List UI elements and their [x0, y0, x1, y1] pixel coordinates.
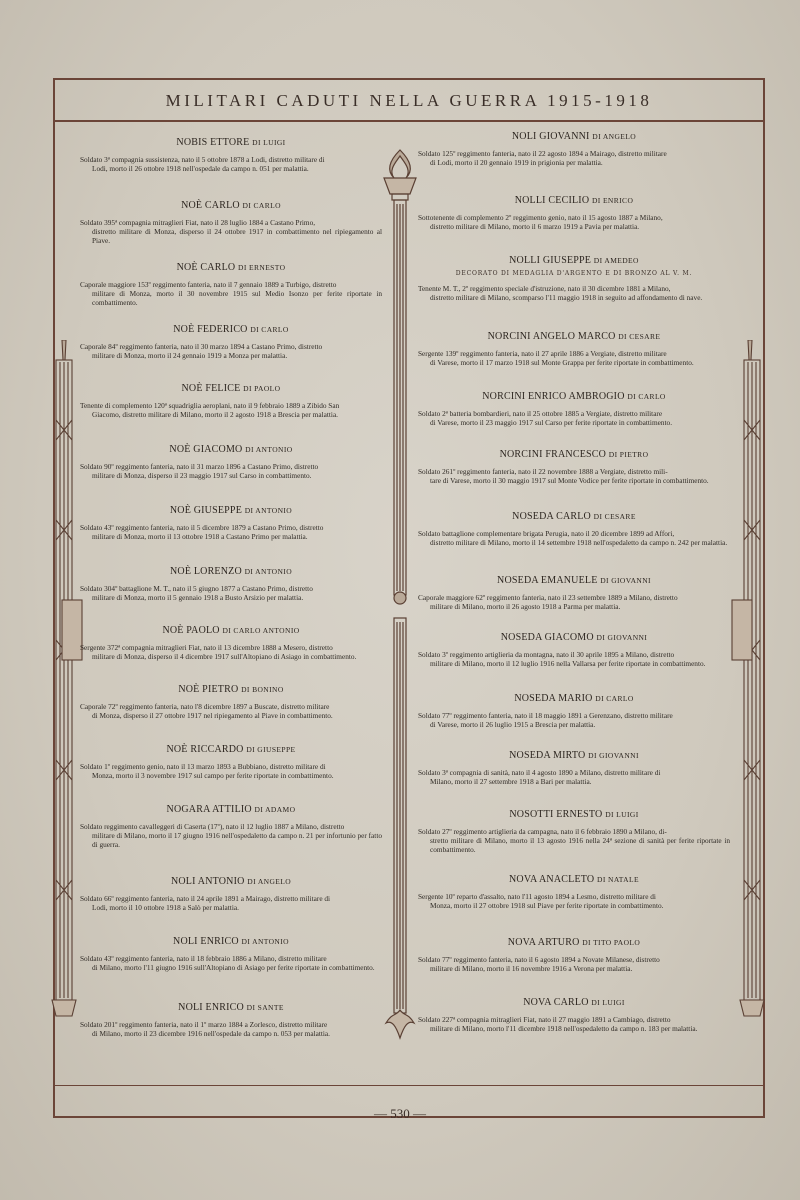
entry-noe-pietro	[80, 683, 382, 743]
entry-noe-felice	[80, 382, 382, 443]
entry-text: Soldato 90º reggimento fanteria, nato il 31 marzo 1896 a Castano Primo, distretto militare di Monza, disperso il 23 maggio 1917 sul Carso in combattimento.	[80, 462, 319, 480]
entry-noseda-emanuele	[418, 574, 730, 631]
entry-text: Soldato 66º reggimento fanteria, nato il 24 aprile 1891 a Mairago, distretto militare di Lodi, morto il 10 ottobre 1918 a Salò per malattia.	[80, 894, 331, 912]
entry-name: NOGARA ATTILIO DI ADAMO	[166, 804, 296, 815]
entry-nolli-giuseppe	[418, 254, 730, 330]
entry-text: Soldato 3ª compagnia sussistenza, nato il 5 ottobre 1878 a Lodi, distretto militare di Lodi, morto il 26 ottobre 1918 nell'ospedale da campo n. 051 per malattia.	[80, 155, 325, 173]
entry-name: NOLI GIOVANNI DI ANGELO	[511, 131, 637, 142]
entry-noseda-mario	[418, 692, 730, 749]
entry-noli-antonio	[80, 875, 382, 935]
entry-text: Soldato 2ª batteria bombardieri, nato il 25 ottobre 1885 a Vergiate, distretto militare di Varese, morto il 23 maggio 1917 sul Carso per ferite riportate in combattimento.	[418, 409, 673, 427]
entry-nova-anacleto	[418, 873, 730, 936]
entry-name: NORCINI ANGELO MARCO DI CESARE	[487, 331, 661, 342]
page-number: — 530 —	[374, 1106, 426, 1121]
entry-text: Soldato 43º reggimento fanteria, nato il 5 dicembre 1879 a Castano Primo, distretto militare di Monza, morto il 13 ottobre 1918 a Castano Primo per malattia.	[80, 523, 324, 541]
entry-name: NOSEDA GIACOMO DI GIOVANNI	[500, 632, 648, 643]
entry-text: Caporale 72º reggimento fanteria, nato l'8 dicembre 1897 a Buscate, distretto militare di Monza, disperso il 27 ottobre 1917 nel ripiegamento al Piave in combattimento.	[80, 702, 333, 720]
entry-text: Soldato 304º battaglione M. T., nato il 5 giugno 1877 a Castano Primo, distretto militare di Monza, morto il 5 gennaio 1918 a Busto Arsizio per malattia.	[80, 584, 313, 602]
entry-noli-giovanni	[418, 130, 730, 194]
entry-name: NOÈ PIETRO DI BONINO	[178, 684, 284, 695]
entry-decoration: DECORATO DI MEDAGLIA D'ARGENTO E DI BRONZO AL V. M.	[455, 270, 693, 277]
entry-name: NOVA CARLO DI LUIGI	[523, 997, 625, 1008]
right-fasces-ornament	[726, 340, 776, 1020]
entry-noe-carlo-di-ernesto	[80, 261, 382, 323]
entry-text: Soldato 77º reggimento fanteria, nato il 6 agosto 1894 a Novate Milanese, distretto militare di Milano, morto il 16 novembre 1916 a Verona per malattia.	[418, 955, 660, 973]
entry-nova-carlo	[418, 996, 730, 1052]
entry-name: NOLI ANTONIO DI ANGELO	[170, 876, 292, 887]
entry-noe-carlo-di-carlo	[80, 199, 382, 261]
entry-text: Soldato 3ª compagnia di sanità, nato il 4 agosto 1890 a Milano, distretto militare di Milano, morto il 27 settembre 1918 a Bari per malattia.	[418, 768, 661, 786]
entry-name: NOSEDA MARIO DI CARLO	[514, 693, 634, 704]
entry-name: NOVA ARTURO DI TITO PAOLO	[507, 937, 641, 948]
entry-noli-enrico-di-antonio	[80, 935, 382, 1001]
entry-text: Soldato 227ª compagnia mitraglieri Fiat, nato il 27 maggio 1891 a Cambiago, distretto militare di Milano, morto l'11 dicembre 1918 nell'ospedaletto da campo n. 183 per malattia.	[418, 1015, 698, 1033]
entry-name: NOLLI GIUSEPPE DI AMEDEO	[509, 255, 639, 266]
entry-text: Soldato 27º reggimento artiglieria da campagna, nato il 6 febbraio 1890 a Milano, di- stretto militare di Milano, morto il 13 agosto 1916 nella 24ª sezione di sanità per ferite riportate in combattimento.	[418, 827, 730, 854]
entry-nova-arturo	[418, 936, 730, 996]
entry-text: Soldato 43º reggimento fanteria, nato il 18 febbraio 1886 a Milano, distretto militare di Milano, morto l'11 giugno 1916 sull'Altopiano di Asiago per ferite riportate in combattimento.	[80, 954, 375, 972]
entry-name: NOÈ CARLO DI ERNESTO	[176, 262, 286, 273]
entry-name: NOÈ PAOLO DI CARLO ANTONIO	[162, 625, 300, 636]
entry-text: Caporale maggiore 62º reggimento fanteria, nato il 23 settembre 1889 a Milano, distretto militare di Milano, morto il 26 agosto 1918 a Parma per malattia.	[418, 593, 678, 611]
entry-name: NOÈ RICCARDO DI GIUSEPPE	[166, 744, 296, 755]
entry-norcini-angelo-marco	[418, 330, 730, 390]
entry-noe-riccardo	[80, 743, 382, 803]
entry-norcini-francesco	[418, 448, 730, 510]
entry-noe-paolo	[80, 624, 382, 683]
entry-noe-federico	[80, 323, 382, 382]
entry-text: Sergente 139º reggimento fanteria, nato il 27 aprile 1886 a Vergiate, distretto militare di Varese, morto il 17 marzo 1918 sul Monte Grappa per ferite riportate in combattimento.	[418, 349, 694, 367]
entry-text: Soldato 1º reggimento genio, nato il 13 marzo 1893 a Bubbiano, distretto militare di Monza, morto il 3 novembre 1917 sul campo per ferite riportate in combattimento.	[80, 762, 334, 780]
entry-nogara-attilio	[80, 803, 382, 875]
entry-text: Tenente di complemento 120ª squadriglia aeroplani, nato il 9 febbraio 1889 a Zibido San Giacomo, distretto militare di Milano, morto il 2 agosto 1918 a Brescia per malattia.	[80, 401, 340, 419]
entry-noseda-mirto	[418, 749, 730, 808]
entry-name: NOÈ CARLO DI CARLO	[181, 200, 281, 211]
entry-text: Caporale maggiore 153º reggimento fanteria, nato il 7 gennaio 1889 a Turbigo, distretto militare di Monza, morto il 30 novembre 1915 sul Medio Isonzo per ferite riportate in combattimento.	[80, 280, 382, 307]
footer-divider	[53, 1085, 765, 1086]
left-entries-column	[80, 136, 382, 1051]
entry-name: NORCINI ENRICO AMBROGIO DI CARLO	[482, 391, 666, 402]
entry-name: NOÈ GIACOMO DI ANTONIO	[169, 444, 293, 455]
entry-name: NOÈ GIUSEPPE DI ANTONIO	[169, 505, 293, 516]
entry-noe-lorenzo	[80, 565, 382, 624]
page-title: MILITARI CADUTI NELLA GUERRA 1915-1918	[165, 91, 653, 110]
central-torch-column	[376, 148, 424, 1063]
entry-text: Soldato 125º reggimento fanteria, nato il 22 agosto 1894 a Mairago, distretto militare di Lodi, morto il 20 gennaio 1919 in prigionia per malattia.	[418, 149, 667, 167]
entry-name: NOSEDA EMANUELE DI GIOVANNI	[497, 575, 651, 586]
entry-text: Soldato reggimento cavalleggeri di Caserta (17º), nato il 12 luglio 1887 a Milano, distretto militare di Milano, morto il 17 giugno 1916 nell'ospedaletto da campo n. 21 per infortunio per fatto di guerra.	[80, 822, 382, 849]
entry-name: NOÈ FEDERICO DI CARLO	[173, 324, 289, 335]
entry-name: NOÈ LORENZO DI ANTONIO	[169, 566, 293, 577]
entry-nolli-cecilio	[418, 194, 730, 254]
entry-text: Soldato 395ª compagnia mitraglieri Fiat, nato il 28 luglio 1884 a Castano Primo, distretto militare di Monza, disperso il 24 ottobre 1917 in combattimento nel ripiegamento al Piave.	[80, 218, 382, 245]
entry-norcini-enrico-ambrogio	[418, 390, 730, 448]
entry-name: NORCINI FRANCESCO DI PIETRO	[499, 449, 649, 460]
entry-text: Sergente 10º reparto d'assalto, nato l'11 agosto 1894 a Lesmo, distretto militare di Monza, morto il 27 ottobre 1918 sul Piave per ferite riportate in combattimento.	[418, 892, 664, 910]
entry-noseda-giacomo	[418, 631, 730, 692]
entry-noseda-carlo	[418, 510, 730, 574]
entry-text: Soldato 201º reggimento fanteria, nato il 1º marzo 1884 a Zorlesco, distretto militare di Milano, morto il 23 dicembre 1916 nell'ospedale da campo n. 053 per malattia.	[80, 1020, 330, 1038]
entry-name: NOVA ANACLETO DI NATALE	[509, 874, 639, 885]
entry-name: NOLLI CECILIO DI ENRICO	[514, 195, 634, 206]
right-entries-column	[418, 130, 730, 1052]
entry-name: NOSEDA CARLO DI CESARE	[512, 511, 636, 522]
entry-text: Soldato 261º reggimento fanteria, nato il 22 novembre 1888 a Vergiate, distretto mili- tare di Varese, morto il 30 maggio 1917 sul Monte Vodice per ferite riportate in combattimento.	[418, 467, 709, 485]
entry-name: NOLI ENRICO DI SANTE	[178, 1002, 284, 1013]
entry-text: Sottotenente di complemento 2º reggimento genio, nato il 15 agosto 1887 a Milano, distretto militare di Milano, morto il 6 marzo 1919 a Pavia per malattia.	[418, 213, 663, 231]
entry-name: NOLI ENRICO DI ANTONIO	[173, 936, 289, 947]
entry-text: Sergente 372ª compagnia mitraglieri Fiat, nato il 13 dicembre 1888 a Mesero, distretto militare di Monza, disperso il 4 dicembre 1917 sull'Altopiano di Asiago in combattimento.	[80, 643, 357, 661]
entry-noli-enrico-di-sante	[80, 1001, 382, 1051]
entry-noe-giuseppe	[80, 504, 382, 565]
entry-name: NOÈ FELICE DI PAOLO	[181, 383, 281, 394]
entry-nosotti-ernesto	[418, 808, 730, 873]
entry-text: Tenente M. T., 2º reggimento speciale d'istruzione, nato il 30 dicembre 1881 a Milano, distretto militare di Milano, scomparso l'11 maggio 1918 in seguito ad affondamento di nave.	[418, 284, 703, 302]
entry-text: Soldato 77º reggimento fanteria, nato il 18 maggio 1891 a Gerenzano, distretto militare di Varese, morto il 26 luglio 1915 a Brescia per malattia.	[418, 711, 673, 729]
entry-name: NOSOTTI ERNESTO DI LUIGI	[509, 809, 639, 820]
entry-text: Caporale 84º reggimento fanteria, nato il 30 marzo 1894 a Castano Primo, distretto militare di Monza, morto il 24 gennaio 1919 a Monza per malattia.	[80, 342, 323, 360]
entry-nobis-ettore	[80, 136, 382, 199]
entry-name: NOBIS ETTORE DI LUIGI	[176, 137, 286, 148]
entry-name: NOSEDA MIRTO DI GIOVANNI	[509, 750, 639, 761]
header-divider	[53, 120, 765, 122]
entry-noe-giacomo	[80, 443, 382, 504]
entry-text: Soldato 3º reggimento artiglieria da montagna, nato il 30 aprile 1895 a Milano, distretto militare di Milano, morto il 12 luglio 1916 nella Vallarsa per ferite riportate in combattimento.	[418, 650, 706, 668]
entry-text: Soldato battaglione complementare brigata Perugia, nato il 20 dicembre 1899 ad Affori, distretto militare di Milano, morto il 14 settembre 1918 nell'ospedaletto da campo n. 242 per malattia.	[418, 529, 728, 547]
